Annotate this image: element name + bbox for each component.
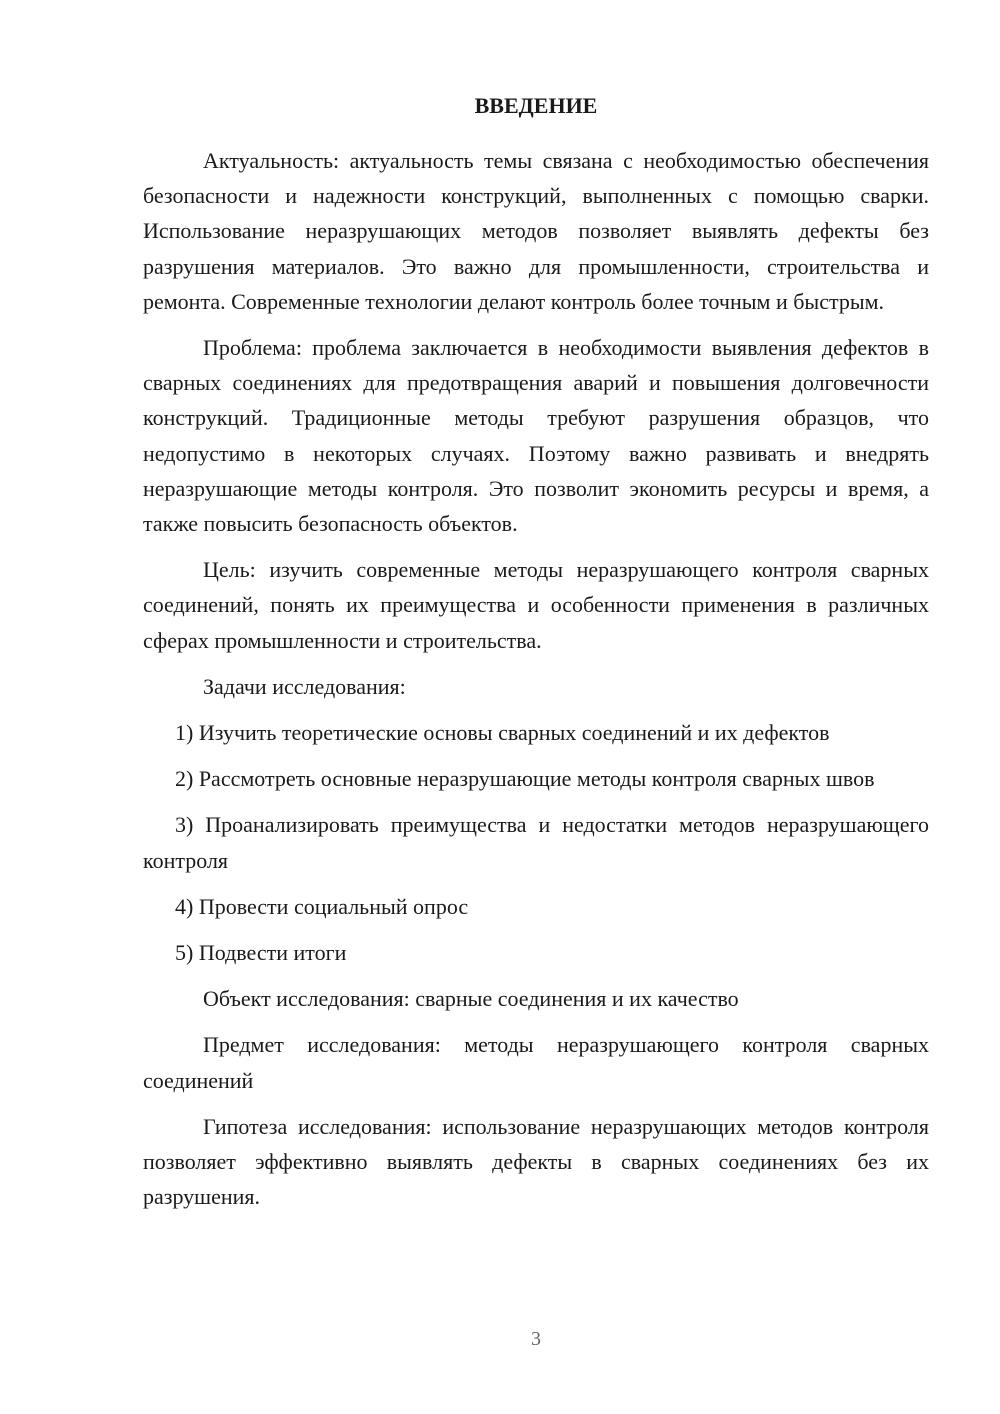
paragraph-object: Объект исследования: сварные соединения и их качество [203, 986, 739, 1012]
document-page [143, 88, 929, 1214]
page-number: 3 [531, 1328, 541, 1350]
paragraph-subject: Предмет исследования: методы неразрушающего контроля сварных соединений [143, 1032, 929, 1093]
task-item-2: 2) Рассмотреть основные неразрушающие методы контроля сварных швов [175, 766, 875, 792]
tasks-title: Задачи исследования: [203, 673, 406, 699]
task-item-5: 5) Подвести итоги [175, 940, 347, 966]
paragraph-relevance: Актуальность: актуальность темы связана с необходимостью обеспечения безопасности и надежности конструкций, выполненных с помощью сварки. Использование неразрушающих методов позволяет выявлять дефекты без разрушения материалов. Это важно для промышленности, строительства и ремонта. Современные технологии делают контроль более точным и быстрым. [143, 148, 929, 314]
document-heading: ВВЕДЕНИЕ [474, 93, 598, 118]
paragraph-goal: Цель: изучить современные методы неразрушающего контроля сварных соединений, понять их преимущества и особенности применения в различных сферах промышленности и строительства. [143, 557, 929, 653]
task-item-4: 4) Провести социальный опрос [175, 893, 469, 919]
paragraph-problem: Проблема: проблема заключается в необходимости выявления дефектов в сварных соединениях для предотвращения аварий и повышения долговечности конструкций. Традиционные методы требуют разрушения образцов, что недопустимо в некоторых случаях. Поэтому важно развивать и внедрять неразрушающие методы контроля. Это позволит экономить ресурсы и время, а также повысить безопасность объектов. [143, 335, 929, 537]
task-item-3: 3) Проанализировать преимущества и недостатки методов неразрушающего контроля [143, 812, 929, 873]
task-item-1: 1) Изучить теоретические основы сварных соединений и их дефектов [175, 720, 830, 746]
paragraph-hypothesis: Гипотеза исследования: использование неразрушающих методов контроля позволяет эффективно выявлять дефекты в сварных соединениях без их разрушения. [143, 1113, 929, 1210]
